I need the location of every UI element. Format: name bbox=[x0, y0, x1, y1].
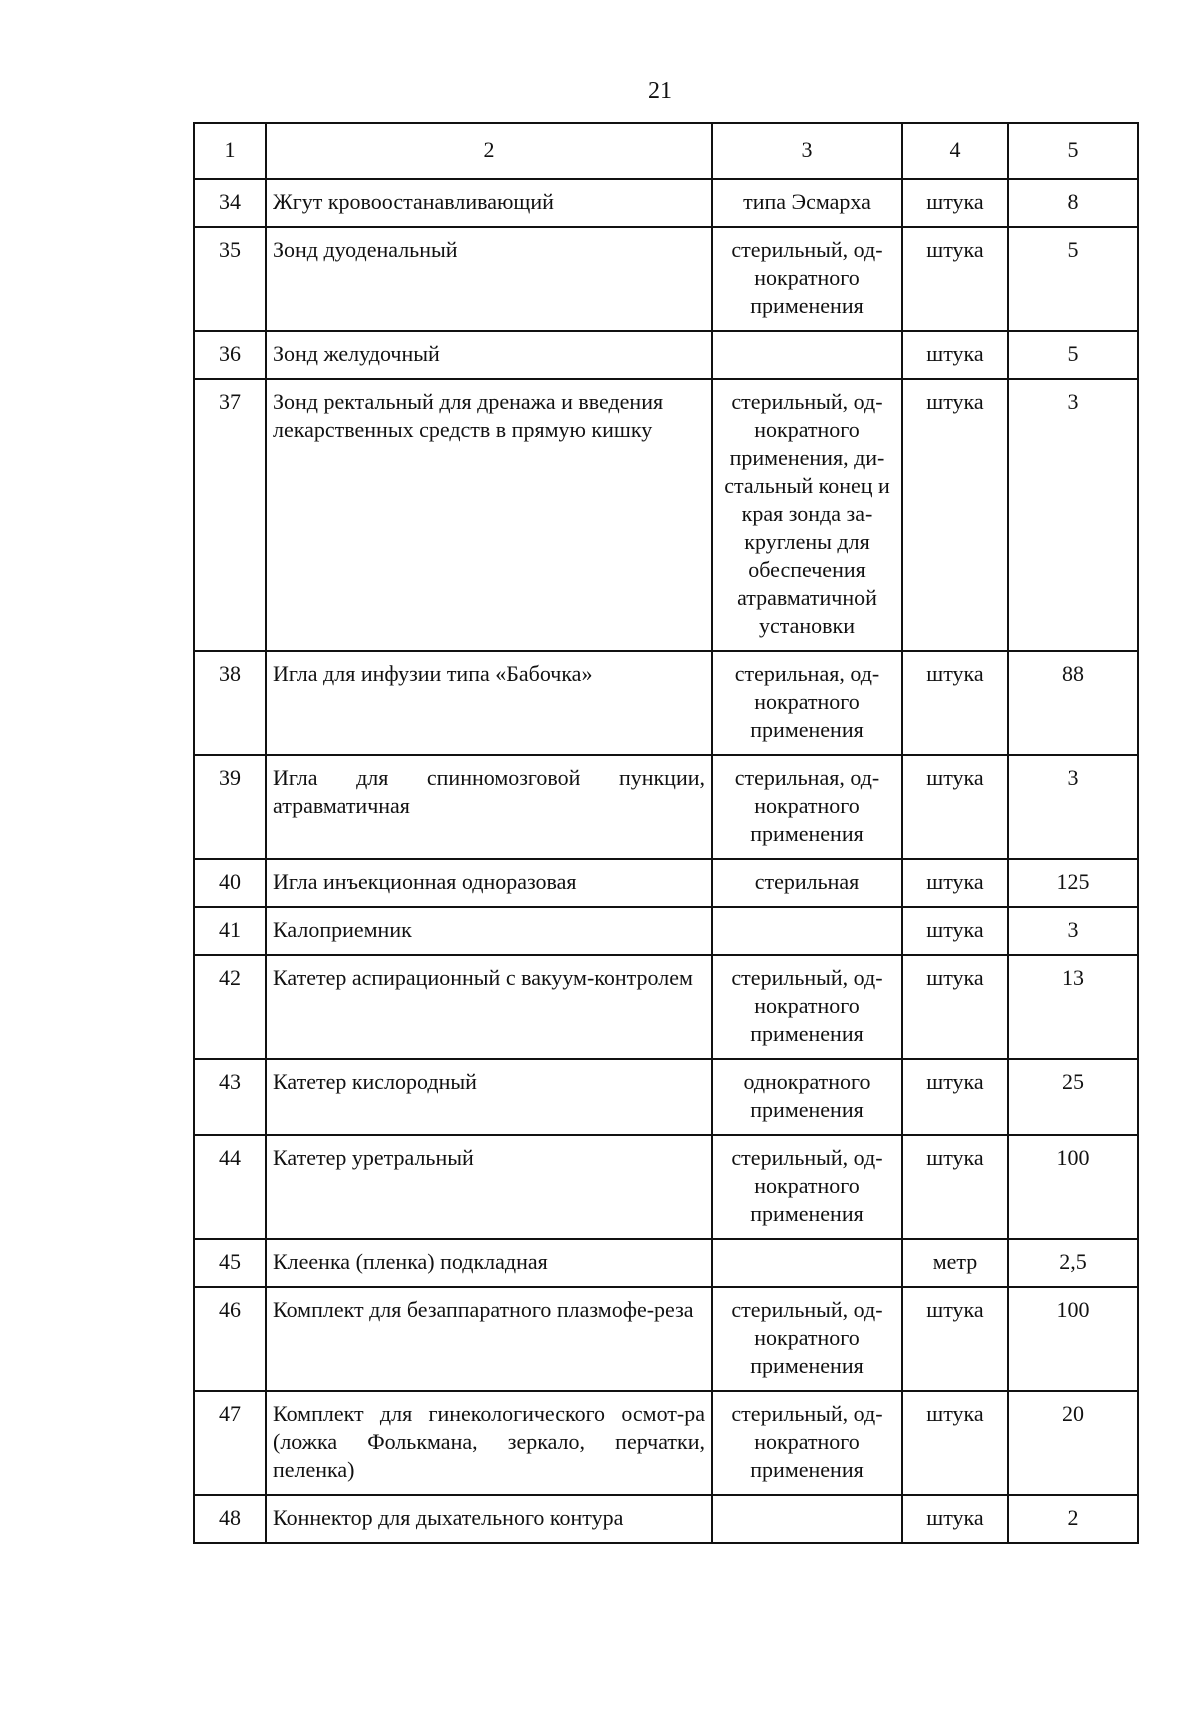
row-number: 38 bbox=[194, 651, 266, 755]
page-number: 21 bbox=[648, 78, 672, 104]
item-spec: стерильный, од-нократного применения bbox=[712, 1287, 902, 1391]
item-spec bbox=[712, 1495, 902, 1543]
item-quantity: 25 bbox=[1008, 1059, 1138, 1135]
item-unit: штука bbox=[902, 1287, 1008, 1391]
item-name: Зонд желудочный bbox=[266, 331, 712, 379]
row-number: 41 bbox=[194, 907, 266, 955]
row-number: 43 bbox=[194, 1059, 266, 1135]
row-number: 34 bbox=[194, 179, 266, 227]
header-cell-2: 2 bbox=[266, 123, 712, 179]
table-row bbox=[194, 755, 1138, 859]
item-spec: стерильная, од-нократного применения bbox=[712, 651, 902, 755]
item-name: Игла инъекционная одноразовая bbox=[266, 859, 712, 907]
row-number: 44 bbox=[194, 1135, 266, 1239]
table-row bbox=[194, 1059, 1138, 1135]
item-unit: штука bbox=[902, 907, 1008, 955]
item-spec bbox=[712, 331, 902, 379]
row-number: 35 bbox=[194, 227, 266, 331]
item-spec bbox=[712, 907, 902, 955]
header-cell-5: 5 bbox=[1008, 123, 1138, 179]
item-name: Клеенка (пленка) подкладная bbox=[266, 1239, 712, 1287]
item-unit: штука bbox=[902, 755, 1008, 859]
item-quantity: 20 bbox=[1008, 1391, 1138, 1495]
item-name: Коннектор для дыхательного контура bbox=[266, 1495, 712, 1543]
row-number: 45 bbox=[194, 1239, 266, 1287]
items-table bbox=[193, 122, 1139, 1544]
item-name: Жгут кровоостанавливающий bbox=[266, 179, 712, 227]
item-spec: стерильная, од-нократного применения bbox=[712, 755, 902, 859]
header-cell-3: 3 bbox=[712, 123, 902, 179]
table-row bbox=[194, 1391, 1138, 1495]
row-number: 42 bbox=[194, 955, 266, 1059]
row-number: 37 bbox=[194, 379, 266, 651]
item-quantity: 8 bbox=[1008, 179, 1138, 227]
item-spec: стерильный, од-нократного применения, ди-стальный конец и края зонда за-круглены для обеспечения атравматичной установки bbox=[712, 379, 902, 651]
item-name: Катетер уретральный bbox=[266, 1135, 712, 1239]
item-unit: штука bbox=[902, 379, 1008, 651]
table-row bbox=[194, 651, 1138, 755]
item-unit: штука bbox=[902, 1495, 1008, 1543]
item-name: Игла для инфузии типа «Бабочка» bbox=[266, 651, 712, 755]
item-name: Комплект для гинекологического осмот-ра (ложка Фолькмана, зеркало, перчатки, пеленка) bbox=[266, 1391, 712, 1495]
item-quantity: 100 bbox=[1008, 1287, 1138, 1391]
item-spec: однократного применения bbox=[712, 1059, 902, 1135]
item-name: Комплект для безаппаратного плазмофе-реза bbox=[266, 1287, 712, 1391]
item-quantity: 2,5 bbox=[1008, 1239, 1138, 1287]
item-quantity: 100 bbox=[1008, 1135, 1138, 1239]
table-row bbox=[194, 859, 1138, 907]
table-row bbox=[194, 227, 1138, 331]
item-unit: штука bbox=[902, 651, 1008, 755]
row-number: 39 bbox=[194, 755, 266, 859]
item-name: Катетер кислородный bbox=[266, 1059, 712, 1135]
table-row bbox=[194, 955, 1138, 1059]
item-name: Зонд ректальный для дренажа и введения лекарственных средств в прямую кишку bbox=[266, 379, 712, 651]
item-unit: штука bbox=[902, 859, 1008, 907]
item-unit: штука bbox=[902, 227, 1008, 331]
item-spec: стерильный, од-нократного применения bbox=[712, 955, 902, 1059]
item-unit: метр bbox=[902, 1239, 1008, 1287]
item-spec: стерильный, од-нократного применения bbox=[712, 1135, 902, 1239]
item-spec: стерильный, од-нократного применения bbox=[712, 1391, 902, 1495]
item-quantity: 3 bbox=[1008, 907, 1138, 955]
item-unit: штука bbox=[902, 1135, 1008, 1239]
table-row bbox=[194, 379, 1138, 651]
row-number: 47 bbox=[194, 1391, 266, 1495]
item-unit: штука bbox=[902, 1391, 1008, 1495]
item-spec bbox=[712, 1239, 902, 1287]
item-name: Игла для спинномозговой пункции, атравматичная bbox=[266, 755, 712, 859]
item-quantity: 88 bbox=[1008, 651, 1138, 755]
table-row bbox=[194, 1287, 1138, 1391]
item-unit: штука bbox=[902, 331, 1008, 379]
table-row bbox=[194, 1135, 1138, 1239]
item-spec: типа Эсмарха bbox=[712, 179, 902, 227]
row-number: 46 bbox=[194, 1287, 266, 1391]
header-row bbox=[194, 123, 1138, 179]
header-cell-4: 4 bbox=[902, 123, 1008, 179]
table-row bbox=[194, 1239, 1138, 1287]
item-quantity: 3 bbox=[1008, 379, 1138, 651]
item-quantity: 13 bbox=[1008, 955, 1138, 1059]
item-unit: штука bbox=[902, 179, 1008, 227]
row-number: 40 bbox=[194, 859, 266, 907]
table-row bbox=[194, 179, 1138, 227]
item-quantity: 5 bbox=[1008, 227, 1138, 331]
item-name: Калоприемник bbox=[266, 907, 712, 955]
table-row bbox=[194, 331, 1138, 379]
item-name: Зонд дуоденальный bbox=[266, 227, 712, 331]
row-number: 48 bbox=[194, 1495, 266, 1543]
item-name: Катетер аспирационный с вакуум-контролем bbox=[266, 955, 712, 1059]
table-row bbox=[194, 907, 1138, 955]
item-spec: стерильный, од-нократного применения bbox=[712, 227, 902, 331]
item-unit: штука bbox=[902, 955, 1008, 1059]
item-unit: штука bbox=[902, 1059, 1008, 1135]
header-cell-1: 1 bbox=[194, 123, 266, 179]
row-number: 36 bbox=[194, 331, 266, 379]
table-row bbox=[194, 1495, 1138, 1543]
item-quantity: 2 bbox=[1008, 1495, 1138, 1543]
item-spec: стерильная bbox=[712, 859, 902, 907]
item-quantity: 5 bbox=[1008, 331, 1138, 379]
item-quantity: 125 bbox=[1008, 859, 1138, 907]
item-quantity: 3 bbox=[1008, 755, 1138, 859]
